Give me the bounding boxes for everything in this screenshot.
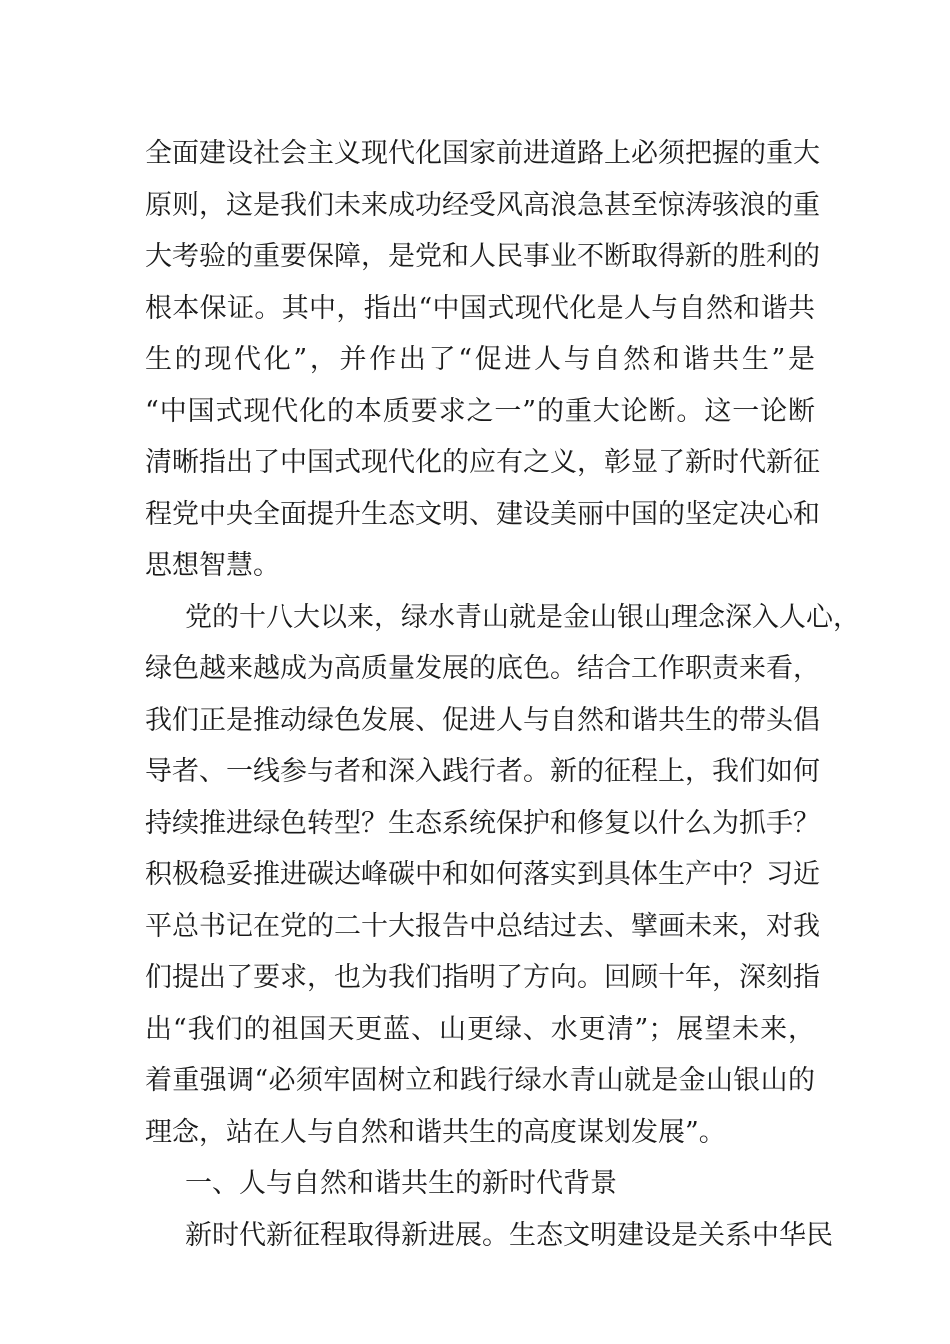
text-line: 着重强调“必须牢固树立和践行绿水青山就是金山银山的 (145, 1065, 815, 1096)
text-line: 生的现代化”，并作出了“促进人与自然和谐共生”是 (145, 344, 815, 375)
body-text (145, 128, 860, 1261)
text-line: 们提出了要求，也为我们指明了方向。回顾十年，深刻指 (145, 962, 820, 993)
text-line: “中国式现代化的本质要求之一”的重大论断。这一论断 (145, 395, 815, 427)
text-line: 大考验的重要保障，是党和人民事业不断取得新的胜利的 (145, 241, 820, 272)
text-line: 出“我们的祖国天更蓝、山更绿、水更清”；展望未来， (145, 1013, 815, 1045)
text-line: 党的十八大以来，绿水青山就是金山银山理念深入人心， (185, 601, 860, 633)
text-line: 全面建设社会主义现代化国家前进道路上必须把握的重大 (145, 138, 820, 169)
text-line: 我们正是推动绿色发展、促进人与自然和谐共生的带头倡 (145, 704, 820, 736)
text-line: 原则，这是我们未来成功经受风高浪急甚至惊涛骇浪的重 (145, 189, 820, 221)
text-line: 清晰指出了中国式现代化的应有之义，彰显了新时代新征 (145, 447, 820, 478)
text-line: 程党中央全面提升生态文明、建设美丽中国的坚定决心和 (145, 498, 820, 530)
text-line: 理念，站在人与自然和谐共生的高度谋划发展”。 (145, 1116, 726, 1148)
text-line: 平总书记在党的二十大报告中总结过去、擘画未来，对我 (145, 910, 820, 942)
text-line: 绿色越来越成为高质量发展的底色。结合工作职责来看， (145, 653, 820, 684)
text-line: 导者、一线参与者和深入践行者。新的征程上，我们如何 (145, 756, 820, 787)
text-line: 思想智慧。 (145, 550, 280, 581)
text-line: 持续推进绿色转型？生态系统保护和修复以什么为抓手？ (145, 807, 820, 839)
text-line: 积极稳妥推进碳达峰碳中和如何落实到具体生产中？习近 (145, 859, 820, 890)
text-line: 根本保证。其中，指出“中国式现代化是人与自然和谐共 (145, 292, 815, 324)
section-heading: 一、人与自然和谐共生的新时代背景 (185, 1168, 617, 1199)
text-line: 新时代新征程取得新进展。生态文明建设是关系中华民 (185, 1219, 833, 1251)
